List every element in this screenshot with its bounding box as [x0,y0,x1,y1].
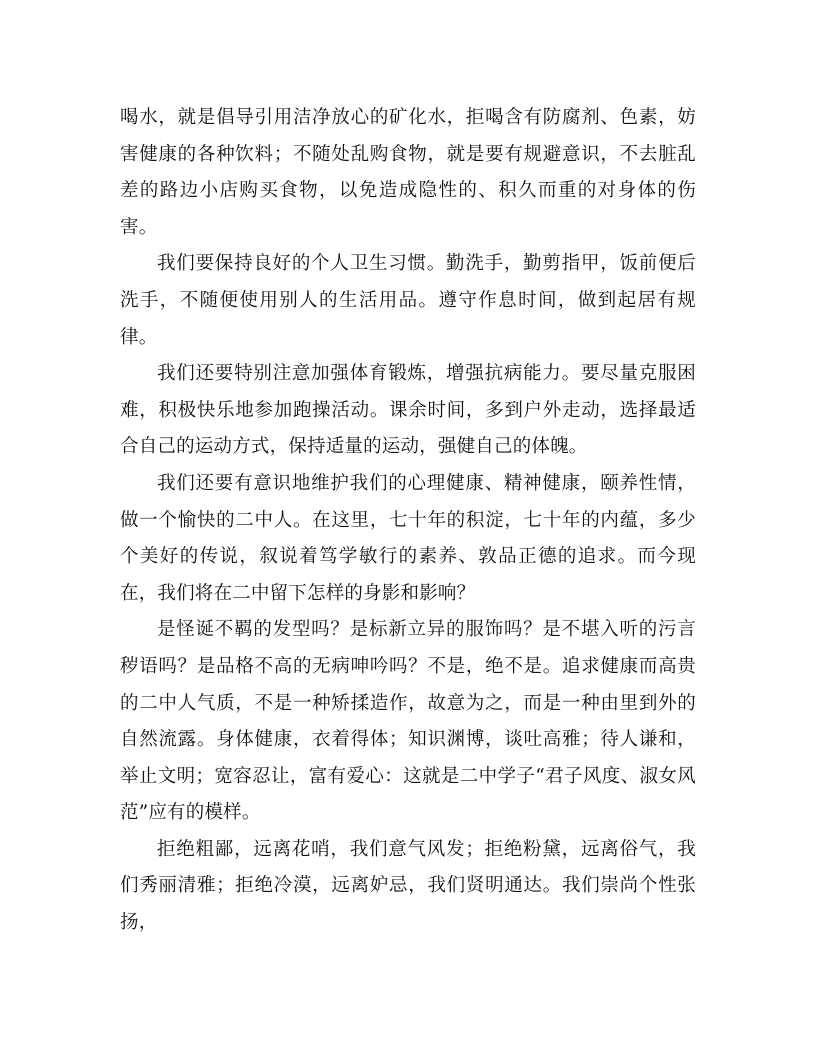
paragraph-rejection: 拒绝粗鄙，远离花哨，我们意气风发；拒绝粉黛，远离俗气，我们秀丽清雅；拒绝冷漠，远离妒忌，我们贤明通达。我们崇尚个性张扬， [120,838,696,934]
paragraph-continuation: 喝水，就是倡导引用洁净放心的矿化水，拒喝含有防腐剂、色素，妨害健康的各种饮料；不随处乱购食物，就是要有规避意识，不去脏乱差的路边小店购买食物，以免造成隐性的、积久而重的对身体的伤害。 [120,107,696,238]
paragraph-mental-health: 我们还要有意识地维护我们的心理健康、精神健康，颐养性情，做一个愉快的二中人。在这里，七十年的积淀，七十年的内蕴，多少个美好的传说，叙说着笃学敏行的素养、敦品正德的追求。而今现在，我们将在二中留下怎样的身影和影响？ [120,472,696,604]
document-body [120,100,696,942]
paragraph-hygiene: 我们要保持良好的个人卫生习惯。勤洗手，勤剪指甲，饭前便后洗手，不随便使用别人的生活用品。遵守作息时间，做到起居有规律。 [120,253,696,348]
paragraph-exercise: 我们还要特别注意加强体育锻炼，增强抗病能力。要尽量克服困难，积极快乐地参加跑操活动。课余时间，多到户外走动，选择最适合自己的运动方式，保持适量的运动，强健自己的体魄。 [120,363,696,458]
paragraph-temperament: 是怪诞不羁的发型吗？是标新立异的服饰吗？是不堪入听的污言秽语吗？是品格不高的无病呻吟吗？不是，绝不是。追求健康而高贵的二中人气质，不是一种矫揉造作，故意为之，而是一种由里到外的自然流露。身体健康，衣着得体；知识渊博，谈吐高雅；待人谦和，举止文明；宽容忍让，富有爱心：这就是二中学子“君子风度、淑女风范”应有的模样。 [120,619,696,824]
